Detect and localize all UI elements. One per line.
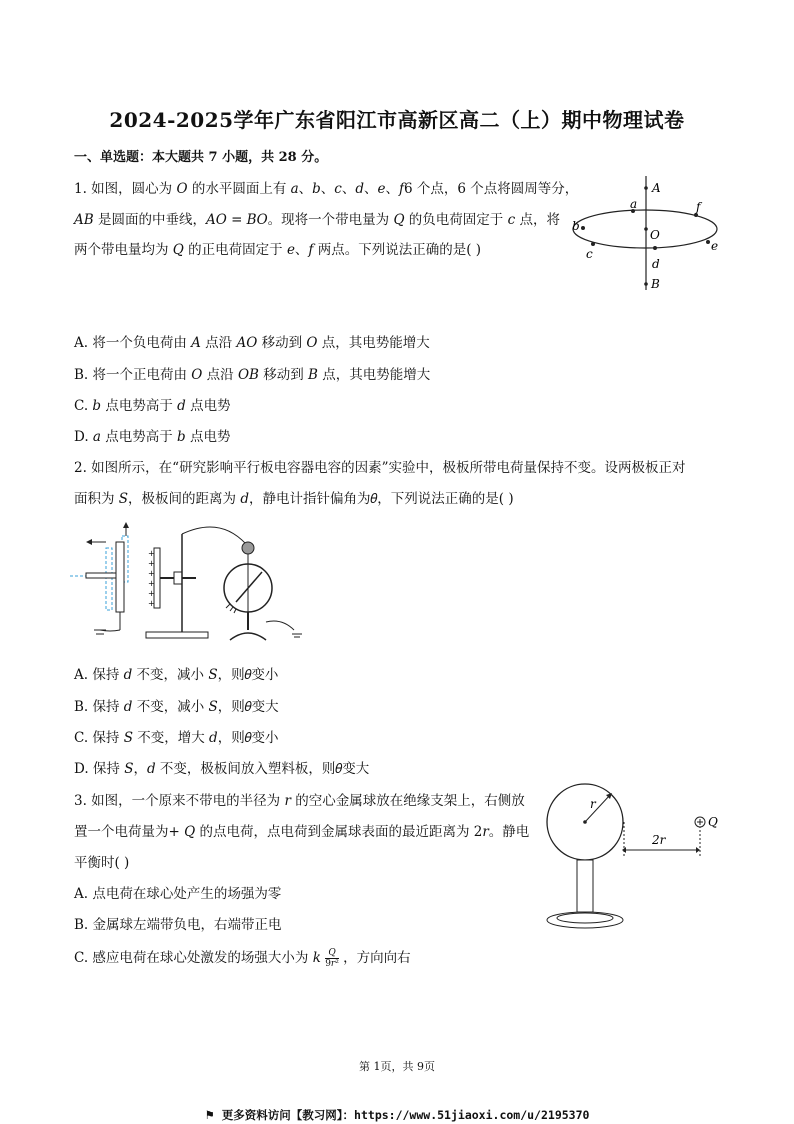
q3-option-c [74, 946, 411, 969]
label-e: e [711, 239, 719, 253]
label-f: f [696, 200, 701, 214]
q1-option-c: C. 𝑏 点电势高于 𝑑 点电势 [74, 398, 231, 414]
q2-option-a: A. 保持 𝑑 不变，减小 𝑆，则𝜃变小 [74, 667, 279, 683]
fraction-numerator: 𝑄 [325, 948, 339, 959]
page-footer: 第 1页，共 9页 [359, 1060, 435, 1073]
q2-option-b: B. 保持 𝑑 不变，减小 𝑆，则𝜃变大 [74, 699, 279, 715]
q1-circle-figure [566, 172, 726, 296]
label-A: A [652, 181, 661, 195]
label-a: a [630, 197, 638, 211]
q3-option-c-prefix: C. 感应电荷在球心处激发的场强大小为 𝑘 [74, 950, 321, 966]
promo-banner[interactable] [0, 1107, 794, 1123]
label-b: b [572, 219, 580, 233]
q1-line-1: 1. 如图，圆心为 𝑂 的水平圆面上有 𝑎、𝑏、𝑐、𝑑、𝑒、𝑓6 个点，6 个点将圆周等分， [74, 181, 579, 197]
q2-line-1: 2. 如图所示，在“研究影响平行板电容器电容的因素”实验中，极板所带电荷量保持不变。设两极板正对 [74, 460, 686, 476]
label-B: B [651, 277, 660, 291]
q2-line-2: 面积为 𝑆，极板间的距离为 𝑑，静电计指针偏角为𝜃，下列说法正确的是( ) [74, 491, 514, 507]
q2-option-d: D. 保持 𝑆，𝑑 不变，极板间放入塑料板，则𝜃变大 [74, 761, 370, 777]
q1-option-b: B. 将一个正电荷由 𝑂 点沿 𝑂𝐵 移动到 𝐵 点，其电势能增大 [74, 367, 431, 383]
label-c: c [586, 247, 593, 261]
fraction-denominator: 9𝑟² [325, 959, 339, 969]
svg-text:+: + [148, 569, 155, 578]
section-heading: 一、单选题：本大题共 7 小题，共 28 分。 [74, 150, 328, 165]
svg-text:+: + [148, 589, 155, 598]
q1-option-d: D. 𝑎 点电势高于 𝑏 点电势 [74, 429, 231, 445]
label-Q: Q [708, 815, 718, 829]
label-O: O [650, 228, 660, 242]
fraction [325, 948, 339, 969]
q3-line-3: 平衡时( ) [74, 855, 130, 871]
q2-capacitor-figure [70, 522, 320, 650]
q1-option-a: A. 将一个负电荷由 𝐴 点沿 𝐴𝑂 移动到 𝑂 点，其电势能增大 [74, 335, 430, 351]
q1-line-2: 𝐴𝐵 是圆面的中垂线，𝐴𝑂 = 𝐵𝑂。现将一个带电量为 𝑄 的负电荷固定于 𝑐 点，将 [74, 212, 560, 228]
q2-option-c: C. 保持 𝑆 不变，增大 𝑑，则𝜃变小 [74, 730, 279, 746]
flag-icon: ⚑ [204, 1108, 215, 1122]
label-r: r [590, 797, 596, 811]
page-title: 2024-2025学年广东省阳江市高新区高二（上）期中物理试卷 [109, 108, 685, 132]
promo-link[interactable]: 更多资料访问【教习网】：https://www.51jiaoxi.com/u/2195370 [221, 1108, 590, 1122]
label-2r: 2r [652, 833, 666, 847]
q1-line-3: 两个带电量均为 𝑄 的正电荷固定于 𝑒、𝑓 两点。下列说法正确的是( ) [74, 242, 482, 258]
q3-line-2: 置一个电荷量为+ 𝑄 的点电荷，点电荷到金属球表面的最近距离为 2𝑟。静电 [74, 824, 530, 840]
svg-text:+: + [148, 549, 155, 558]
q3-option-b: B. 金属球左端带负电，右端带正电 [74, 917, 282, 933]
label-d: d [652, 257, 660, 271]
svg-text:+: + [148, 599, 155, 608]
svg-text:+: + [148, 559, 155, 568]
svg-text:+: + [148, 579, 155, 588]
q3-line-1: 3. 如图，一个原来不带电的半径为 𝑟 的空心金属球放在绝缘支架上，右侧放 [74, 793, 525, 809]
q3-option-a: A. 点电荷在球心处产生的场强为零 [74, 886, 282, 902]
q3-option-c-suffix: ，方向向右 [343, 950, 411, 966]
q3-sphere-figure [540, 782, 740, 942]
